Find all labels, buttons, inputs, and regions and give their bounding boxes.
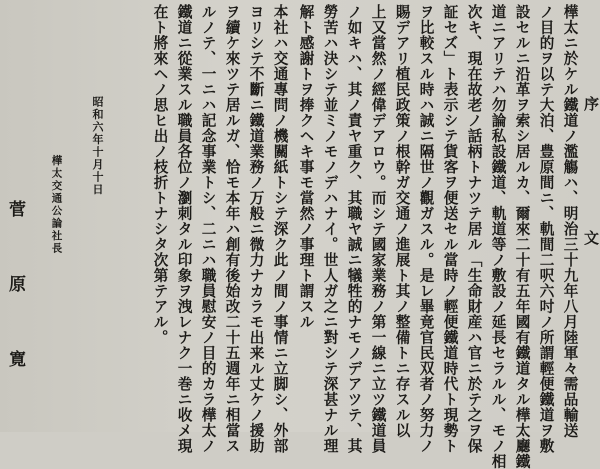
body-line: 上又當然ノ經偉デアロウ。而シテ國家業務ノ第一線ニ立ツ鐵道員	[369, 4, 387, 454]
body-line: ヲ比較スル時ハ誠ニ隔世ノ觀ガスル。是レ畢竟官民双者ノ努力ノ	[417, 4, 435, 454]
body-line: 賜デアリ植民政策ノ根幹ガ交通ノ進展ト其ノ整備トニ存スル以	[393, 4, 411, 438]
body-line: 設セルニ沿革ヲ索シ居ルカ、爾來二十有五年國有鐵道タル樺太廳鐵	[513, 4, 531, 469]
body-line: 次キ、現在故老ノ話柄トナツテ居ル「生命財産ハ官ニ於テ之ヲ保	[465, 4, 483, 454]
body-line: 在ト將來ヘノ思ヒ出ノ枝折トナシタ次第テアル。	[151, 4, 169, 345]
body-line: 解ト感謝トヲ捧クヘキ事モ當然ノ事理ト謂スル	[297, 4, 315, 330]
body-line: 本社ハ交通專問ノ機關紙トシテ深ク此ノ間ノ事情ニ立脚シ、外部	[271, 4, 289, 454]
signer-name: 菅原寛	[5, 200, 25, 425]
body-line: 勞苦ハ決シテ並ミノモノデハナイ。世人ガ之ニ對シテ深甚ナル理	[321, 4, 339, 454]
body-line: ヲ續ケ來ツテ居ルガ、恰モ本年ハ創有後始改二十五週年ニ相當ス	[223, 4, 241, 454]
date-line: 昭和六年十月十日	[91, 96, 104, 196]
body-line: ノ目的ヲ以テ大泊、豊原間ニ、軌間二呎六吋ノ所謂輕便鐵道ヲ敷	[537, 4, 555, 454]
body-line: ヨリシテ不斷ニ鐵道業務ノ万般ニ微力ナカラモ出来ル丈ケノ援助	[247, 4, 265, 454]
preface-title: 序 文	[582, 96, 600, 297]
body-line: 道ニアリテハ勿論私設鐵道、軌道等ノ敷設ノ延長セラルル、モノ相	[489, 4, 507, 469]
body-line: ルノテ、一ニハ記念事業トシ、二ニハ職員慰安ノ目的カラ樺太ノ	[199, 4, 217, 454]
organization-title: 樺太交通公論社長	[50, 155, 63, 255]
body-line: 鐵道ニ從業スル職員各位ノ瀏刺タル印象ヲ洩レナク一巻ニ收メ現	[175, 4, 193, 454]
body-line: 証セズ」ト表示シテ貨客ヲ便送セル當時ノ輕便鐵道時代ト現勢ト	[441, 4, 459, 454]
body-line: ノ如キハ、其ノ責ヤ重ク、其職ヤ誠ニ犠牲的ナモノデアツテ、其	[345, 4, 363, 454]
body-line: 樺太ニ於ケル鐵道ノ濫觴ハ、明治三十九年八月陸軍々需品輸送	[561, 4, 579, 438]
